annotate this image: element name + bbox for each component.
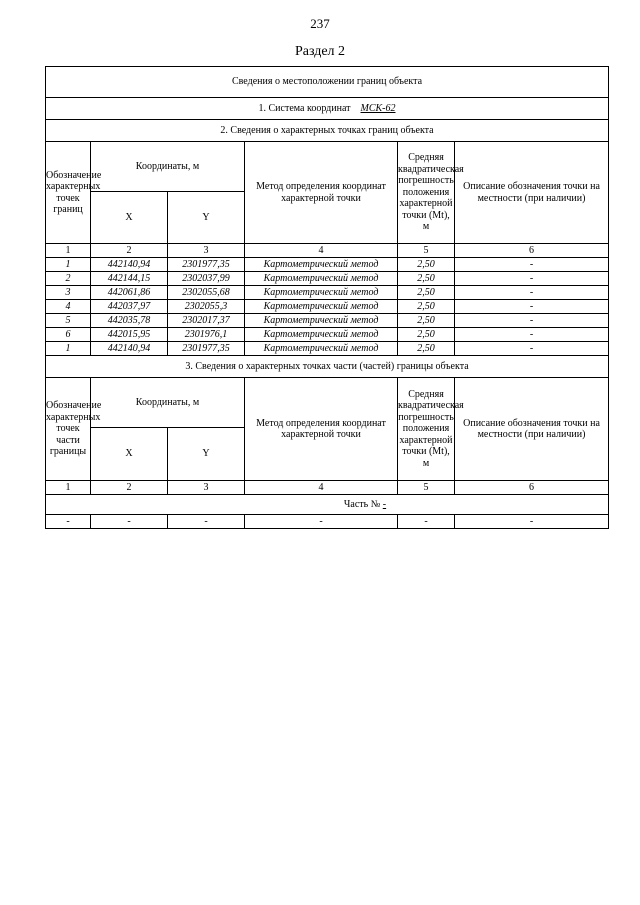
part3-col-number: 5 bbox=[398, 481, 455, 495]
part2-header-coords: Координаты, м bbox=[91, 142, 245, 192]
part2-cell-col3: 2301976,1 bbox=[168, 328, 245, 342]
part2-table-row bbox=[46, 300, 609, 314]
part2-cell-col5: 2,50 bbox=[398, 258, 455, 272]
part2-cell-col6: - bbox=[455, 328, 609, 342]
part2-cell-col6: - bbox=[455, 286, 609, 300]
part2-cell-col4: Картометрический метод bbox=[245, 286, 398, 300]
part2-cell-col6: - bbox=[455, 342, 609, 356]
part3-cell-col1: - bbox=[46, 515, 91, 529]
part2-table-row bbox=[46, 328, 609, 342]
part3-cell-col3: - bbox=[168, 515, 245, 529]
part2-cell-col2: 442037,97 bbox=[91, 300, 168, 314]
part2-cell-col5: 2,50 bbox=[398, 286, 455, 300]
part2-table-row bbox=[46, 314, 609, 328]
part2-col-number: 2 bbox=[91, 244, 168, 258]
part3-part-value: - bbox=[382, 498, 387, 510]
part3-cell-col6: - bbox=[455, 515, 609, 529]
part2-cell-col2: 442144,15 bbox=[91, 272, 168, 286]
part2-cell-col4: Картометрический метод bbox=[245, 342, 398, 356]
part3-part-label-row bbox=[46, 495, 609, 515]
part2-cell-col5: 2,50 bbox=[398, 314, 455, 328]
part2-col-number: 1 bbox=[46, 244, 91, 258]
part2-cell-col4: Картометрический метод bbox=[245, 272, 398, 286]
part2-col-number: 5 bbox=[398, 244, 455, 258]
part3-col-number: 4 bbox=[245, 481, 398, 495]
part2-cell-col4: Картометрический метод bbox=[245, 314, 398, 328]
part3-header-method: Метод определения координат характерной точки bbox=[245, 378, 398, 481]
section-title: Раздел 2 bbox=[294, 44, 346, 59]
part2-cell-col2: 442061,86 bbox=[91, 286, 168, 300]
part3-cell-col2: - bbox=[91, 515, 168, 529]
part2-cell-col2: 442140,94 bbox=[91, 258, 168, 272]
part2-cell-col3: 2301977,35 bbox=[168, 258, 245, 272]
part2-cell-col5: 2,50 bbox=[398, 328, 455, 342]
coord-system-value: МСК-62 bbox=[360, 102, 396, 114]
part2-header-points: Обозначение характерных точек границ bbox=[46, 142, 91, 244]
part2-cell-col3: 2302037,99 bbox=[168, 272, 245, 286]
part3-cell-col4: - bbox=[245, 515, 398, 529]
part3-header-error: Средняя квадратическая погрешность положения характерной точки (Mt), м bbox=[398, 378, 455, 481]
part2-title: 2. Сведения о характерных точках границ объекта bbox=[46, 120, 609, 142]
part3-header-x: X bbox=[91, 428, 168, 481]
part2-header-y: Y bbox=[168, 192, 245, 244]
table-title: Сведения о местоположении границ объекта bbox=[46, 67, 609, 98]
part2-cell-col2: 442015,95 bbox=[91, 328, 168, 342]
part2-cell-col6: - bbox=[455, 258, 609, 272]
part2-cell-col1: 5 bbox=[46, 314, 91, 328]
part3-col-number: 2 bbox=[91, 481, 168, 495]
part2-cell-col1: 1 bbox=[46, 258, 91, 272]
part3-header-coords: Координаты, м bbox=[91, 378, 245, 428]
part3-header-desc: Описание обозначения точки на местности (при наличии) bbox=[455, 378, 609, 481]
part3-part-label: Часть № bbox=[343, 498, 381, 510]
part2-cell-col5: 2,50 bbox=[398, 342, 455, 356]
part2-header-method: Метод определения координат характерной точки bbox=[245, 142, 398, 244]
part2-cell-col1: 3 bbox=[46, 286, 91, 300]
part2-header-error: Средняя квадратическая погрешность положения характерной точки (Mt), м bbox=[398, 142, 455, 244]
page-number: 237 bbox=[310, 16, 330, 31]
part2-table-row bbox=[46, 272, 609, 286]
part2-cell-col6: - bbox=[455, 314, 609, 328]
part2-cell-col5: 2,50 bbox=[398, 272, 455, 286]
part2-cell-col3: 2302017,37 bbox=[168, 314, 245, 328]
part3-col-number: 6 bbox=[455, 481, 609, 495]
part2-cell-col3: 2302055,3 bbox=[168, 300, 245, 314]
part3-header-y: Y bbox=[168, 428, 245, 481]
part2-table-row bbox=[46, 342, 609, 356]
part2-cell-col2: 442035,78 bbox=[91, 314, 168, 328]
part2-col-number: 3 bbox=[168, 244, 245, 258]
part2-header-desc: Описание обозначения точки на местности (при наличии) bbox=[455, 142, 609, 244]
part2-cell-col2: 442140,94 bbox=[91, 342, 168, 356]
part2-cell-col1: 6 bbox=[46, 328, 91, 342]
part2-cell-col1: 1 bbox=[46, 342, 91, 356]
coord-system-row bbox=[46, 98, 609, 120]
part2-table-row bbox=[46, 258, 609, 272]
part2-header-x: X bbox=[91, 192, 168, 244]
part2-cell-col6: - bbox=[455, 272, 609, 286]
part3-table-row bbox=[46, 515, 609, 529]
part2-col-number: 4 bbox=[245, 244, 398, 258]
part2-table-row bbox=[46, 286, 609, 300]
part2-cell-col4: Картометрический метод bbox=[245, 328, 398, 342]
part2-cell-col4: Картометрический метод bbox=[245, 258, 398, 272]
coord-system-label: 1. Система координат bbox=[258, 102, 351, 114]
part3-title: 3. Сведения о характерных точках части (частей) границы объекта bbox=[46, 356, 609, 378]
part3-header-points: Обозначение характерных точек части границы bbox=[46, 378, 91, 481]
part2-cell-col3: 2302055,68 bbox=[168, 286, 245, 300]
part3-col-number: 3 bbox=[168, 481, 245, 495]
part2-cell-col1: 4 bbox=[46, 300, 91, 314]
part2-col-number: 6 bbox=[455, 244, 609, 258]
part3-col-number: 1 bbox=[46, 481, 91, 495]
part2-cell-col4: Картометрический метод bbox=[245, 300, 398, 314]
part2-cell-col5: 2,50 bbox=[398, 300, 455, 314]
part3-cell-col5: - bbox=[398, 515, 455, 529]
boundary-table bbox=[45, 66, 609, 529]
part2-cell-col3: 2301977,35 bbox=[168, 342, 245, 356]
part2-cell-col6: - bbox=[455, 300, 609, 314]
part2-cell-col1: 2 bbox=[46, 272, 91, 286]
